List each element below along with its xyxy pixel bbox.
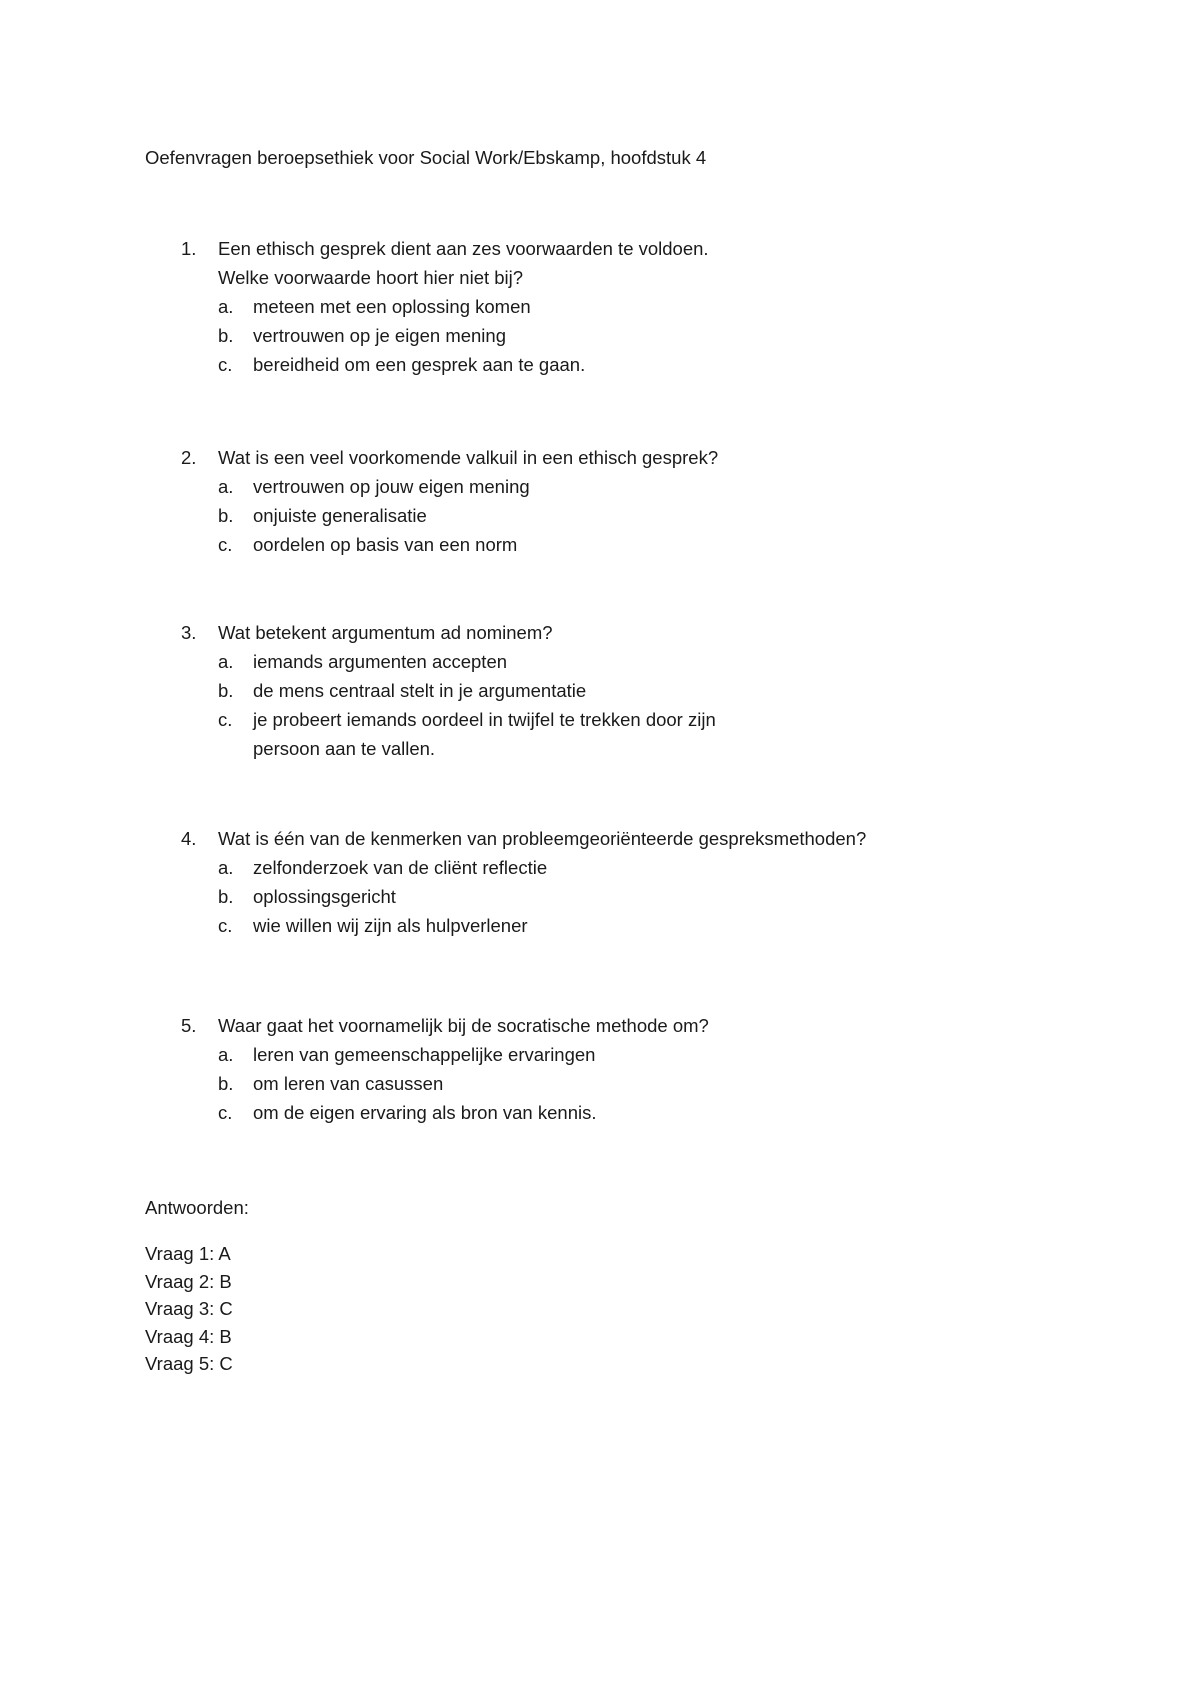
option-letter: a.	[218, 296, 234, 317]
option-letter: c.	[218, 915, 233, 936]
option-text: vertrouwen op je eigen mening	[253, 325, 506, 346]
question-text: Wat is één van de kenmerken van probleemgeoriënteerde gespreksmethoden?	[218, 828, 867, 849]
option-text: oordelen op basis van een norm	[253, 534, 518, 555]
option-letter: a.	[218, 651, 234, 672]
option-letter: c.	[218, 709, 233, 730]
option-letter: b.	[218, 325, 234, 346]
option-letter: b.	[218, 505, 234, 526]
option-letter: c.	[218, 354, 233, 375]
option-letter: c.	[218, 1102, 233, 1123]
question-number: 2.	[181, 447, 197, 468]
option-letter: a.	[218, 476, 234, 497]
option-text: de mens centraal stelt in je argumentatie	[253, 680, 587, 701]
option-text: je probeert iemands oordeel in twijfel te trekken door zijn	[253, 709, 716, 730]
document-title: Oefenvragen beroepsethiek voor Social Work/Ebskamp, hoofdstuk 4	[145, 147, 707, 168]
answer-line: Vraag 4: B	[145, 1325, 232, 1347]
answers-list	[145, 1240, 233, 1378]
question-number: 5.	[181, 1015, 197, 1036]
option-text: leren van gemeenschappelijke ervaringen	[253, 1044, 596, 1065]
answers-heading: Antwoorden:	[145, 1197, 249, 1218]
option-text: om de eigen ervaring als bron van kennis.	[253, 1102, 597, 1123]
question-text: Wat betekent argumentum ad nominem?	[218, 622, 553, 643]
option-text: iemands argumenten accepten	[253, 651, 508, 672]
option-text: vertrouwen op jouw eigen mening	[253, 476, 530, 497]
question-text: Een ethisch gesprek dient aan zes voorwaarden te voldoen.	[218, 238, 709, 259]
option-text: bereidheid om een gesprek aan te gaan.	[253, 354, 586, 375]
option-letter: b.	[218, 886, 234, 907]
option-text: oplossingsgericht	[253, 886, 396, 907]
option-text: onjuiste generalisatie	[253, 505, 427, 526]
answer-line: Vraag 3: C	[145, 1298, 233, 1319]
question-text: Wat is een veel voorkomende valkuil in een ethisch gesprek?	[218, 447, 719, 468]
question-number: 1.	[181, 238, 197, 259]
option-letter: b.	[218, 1073, 234, 1094]
option-text: om leren van casussen	[253, 1073, 444, 1094]
option-letter: a.	[218, 857, 234, 878]
option-letter: a.	[218, 1044, 234, 1065]
answer-line: Vraag 1: A	[145, 1243, 231, 1264]
option-text: meteen met een oplossing komen	[253, 296, 531, 317]
option-letter: b.	[218, 680, 234, 701]
question-number: 4.	[181, 828, 197, 849]
answer-line: Vraag 2: B	[145, 1270, 232, 1292]
answer-line: Vraag 5: C	[145, 1353, 233, 1374]
option-text: zelfonderzoek van de cliënt reflectie	[253, 857, 548, 878]
question-number: 3.	[181, 622, 197, 643]
option-text-continued: persoon aan te vallen.	[253, 738, 436, 759]
question-text: Waar gaat het voornamelijk bij de socratische methode om?	[218, 1015, 709, 1036]
question-text: Welke voorwaarde hoort hier niet bij?	[218, 267, 524, 288]
option-text: wie willen wij zijn als hulpverlener	[253, 915, 528, 936]
option-letter: c.	[218, 534, 233, 555]
